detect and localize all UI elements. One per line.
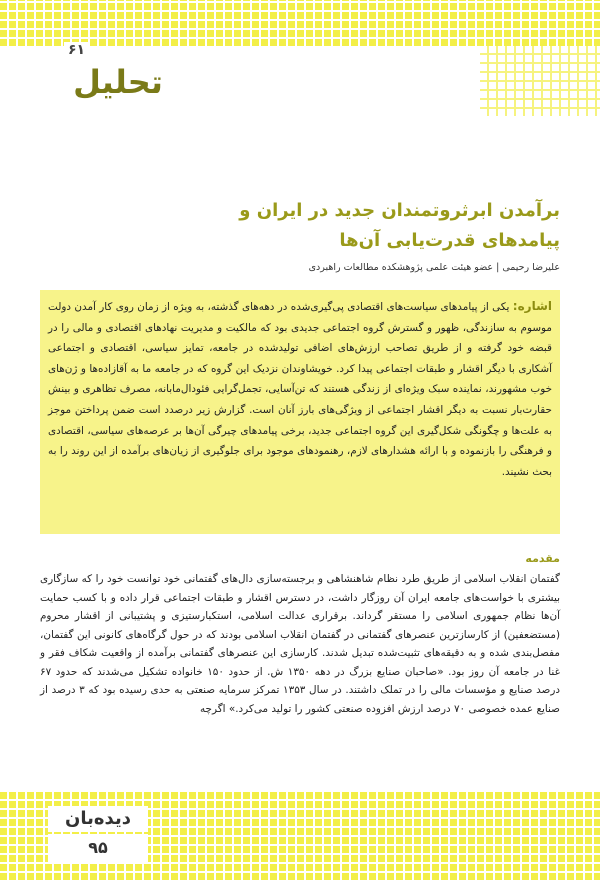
author-line: علیرضا رحیمی | عضو هیئت علمی پژوهشکده مطالعات راهبردی (308, 262, 560, 273)
article-title-line2: پیامدهای قدرت‌یابی آن‌ها (339, 230, 560, 251)
section-title: تحلیل (73, 63, 163, 101)
intro-heading: مقدمه (525, 552, 560, 565)
decorative-pattern (480, 46, 600, 116)
page-number-bottom: ۹۵ (48, 834, 148, 862)
magazine-brand: دیده‌بان (48, 806, 148, 832)
intro-body: گفتمان انقلاب اسلامی از طریق طرد نظام شاهنشاهی و برجسته‌سازی دال‌های گفتمانی خود توانست خود را که سازگاری بیشتری با خواست‌های جامعه ایران آن روزگار داشت، در دسترس اقشار و طبقات اجتماعی قرار داده و با کسب حمایت آن‌ها نظام جمهوری اسلامی را مستقر گرداند. برقراری عدالت اسلامی، استکبارستیزی و پشتیبانی از اقشار محروم (مستضعفین) از کارسازترین عنصرهای گفتمانی در گفتمان انقلاب اسلامی بودند که در حول گرگاه‌های کانونی این گفتمان، مفصل‌بندی شده و به دقیقه‌های تثبیت‌شده تبدیل شدند. کارسازی این عنصرهای گفتمانی برآمده از واقعیت شکاف فقر و غنا در جامعه آن روز بود. «صاحبان صنایع بزرگ در دهه ۱۳۵۰ ش. از حدود ۱۵۰ خانواده تشکیل می‌شدند که حدود ۶۷ درصد صنایع و مؤسسات مالی را در تملک داشتند. در سال ۱۳۵۳ تمرکز سرمایه صنعتی به حدی رسیده بود که ۳ درصد از صنایع عمده خصوصی ۷۰ درصد ارزش افزوده صنعتی کشور را تولید می‌کرد.» اگرچه (40, 573, 561, 715)
page-number-top: ۶۱ (64, 42, 89, 58)
article-title (40, 196, 560, 256)
abstract-box (40, 290, 560, 534)
abstract-text: یکی از پیامدهای سیاست‌های اقتصادی پی‌گیری‌شده در دهه‌های گذشته، به ویژه از زمان روی کار آمدن دولت موسوم به سازندگی، ظهور و گسترش گروه اجتماعی جدیدی بود که مالکیت و مدیریت نهادهای اقتصادی و مالی را در قبضه خود گرفته و از طریق تصاحب ارزش‌های اضافی تولیدشده در جامعه، تمایز سیاسی، اقتصادی و اجتماعی آشکاری با دیگر اقشار و طبقات اجتماعی پیدا کرد. خویشاوندان نزدیک این گروه که در جامعه ما به آقازاده‌ها و ژن‌های خوب مشهورند، نماینده سبک ویژه‌ای از زندگی هستند که تن‌آسایی، تجمل‌گرایی فئودال‌مابانه، مصرف تظاهری و بینش حقارت‌بار نسبت به دیگر اقشار اجتماعی از ویژگی‌های بارز آنان است. گزارش زیر درصدد است ضمن پرداختن موجز به علت‌ها و چگونگی شکل‌گیری این گروه اجتماعی جدید، برخی پیامدهای چیرگی آن‌ها بر عرصه‌های سیاسی، اقتصادی و فرهنگی را بازنموده و با ارائه هشدارهای لازم، رهنمودهای موجود برای جلوگیری از زیان‌های برآمده از این روند را به بحث نشیند. (48, 301, 552, 478)
abstract-lead: اشاره: (512, 299, 552, 313)
article-title-line1: برآمدن ابرثروتمندان جدید در ایران و (239, 200, 560, 221)
top-decorative-band (0, 0, 600, 46)
